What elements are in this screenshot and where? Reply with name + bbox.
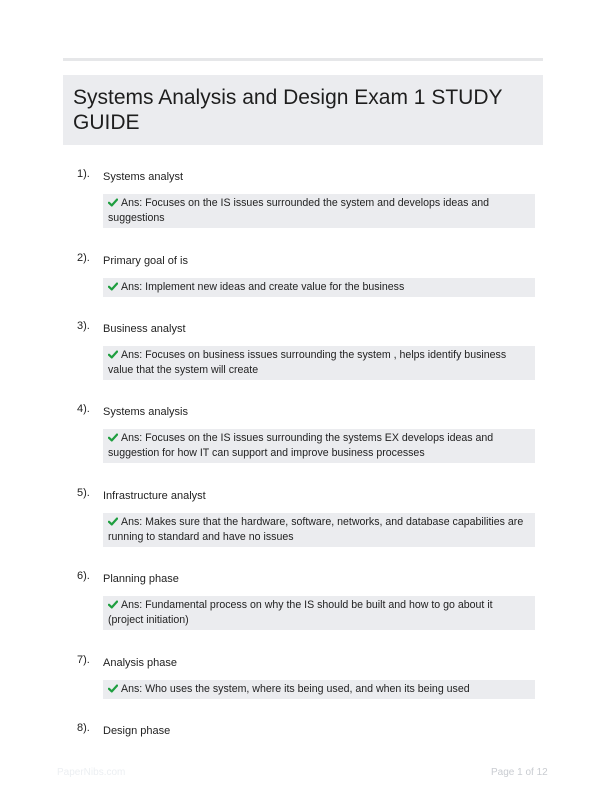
question-row	[63, 656, 543, 674]
question-row	[63, 254, 543, 272]
question-row	[63, 489, 543, 507]
answer-box	[103, 429, 535, 463]
qa-item	[63, 254, 543, 297]
answer-prefix: Ans:	[121, 197, 143, 209]
question-text: Analysis phase	[103, 657, 177, 669]
answer-text: Focuses on business issues surrounding the system , helps identify business value that the system will create	[108, 349, 507, 376]
question-text: Systems analyst	[103, 171, 184, 183]
answer-prefix: Ans:	[121, 281, 143, 293]
question-text: Planning phase	[103, 573, 179, 585]
answer-prefix: Ans:	[121, 599, 143, 611]
answer-box	[103, 346, 535, 380]
answer-box	[103, 596, 535, 630]
question-row	[63, 170, 543, 188]
checkmark-icon	[108, 282, 118, 291]
answer-text: Focuses on the IS issues surrounding the systems EX develops ideas and suggestion for how IT can support and improve business processes	[108, 432, 494, 459]
answer-text: Fundamental process on why the IS should be built and how to go about it (project initiation)	[108, 599, 493, 626]
checkmark-icon	[108, 198, 118, 207]
answer-prefix: Ans:	[121, 683, 143, 695]
checkmark-icon	[108, 684, 118, 693]
page-number: Page 1 of 12	[491, 767, 548, 778]
qa-item	[63, 170, 543, 228]
qa-item	[63, 572, 543, 630]
question-row	[63, 322, 543, 340]
page-title: Systems Analysis and Design Exam 1 STUDY GUIDE	[73, 86, 503, 134]
question-text: Systems analysis	[103, 406, 188, 418]
checkmark-icon	[108, 517, 118, 526]
qa-item	[63, 724, 543, 742]
question-number: 3).	[77, 320, 90, 332]
answer-text: Who uses the system, where its being used, and when its being used	[145, 683, 470, 695]
qa-item	[63, 405, 543, 463]
answer-prefix: Ans:	[121, 349, 143, 361]
answer-box	[103, 194, 535, 228]
question-number: 6).	[77, 570, 90, 582]
checkmark-icon	[108, 433, 118, 442]
answer-box	[103, 278, 535, 297]
footer-watermark: PaperNibs.com	[57, 767, 126, 778]
answer-text: Implement new ideas and create value for the business	[145, 281, 405, 293]
qa-item	[63, 656, 543, 699]
question-number: 1).	[77, 168, 90, 180]
top-divider	[63, 58, 543, 61]
qa-item	[63, 322, 543, 380]
question-row	[63, 405, 543, 423]
checkmark-icon	[108, 350, 118, 359]
question-number: 7).	[77, 654, 90, 666]
question-row	[63, 572, 543, 590]
question-text: Business analyst	[103, 323, 186, 335]
question-number: 8).	[77, 722, 90, 734]
question-number: 5).	[77, 487, 90, 499]
question-text: Infrastructure analyst	[103, 490, 206, 502]
qa-item	[63, 489, 543, 547]
answer-text: Makes sure that the hardware, software, networks, and database capabilities are running to standard and have no issues	[108, 516, 524, 543]
question-number: 2).	[77, 252, 90, 264]
answer-box	[103, 680, 535, 699]
answer-prefix: Ans:	[121, 432, 143, 444]
title-banner	[63, 75, 543, 145]
answer-box	[103, 513, 535, 547]
answer-prefix: Ans:	[121, 516, 143, 528]
checkmark-icon	[108, 600, 118, 609]
question-text: Design phase	[103, 725, 171, 737]
question-row	[63, 724, 543, 742]
question-text: Primary goal of is	[103, 255, 188, 267]
question-number: 4).	[77, 403, 90, 415]
answer-text: Focuses on the IS issues surrounded the system and develops ideas and suggestions	[108, 197, 490, 224]
